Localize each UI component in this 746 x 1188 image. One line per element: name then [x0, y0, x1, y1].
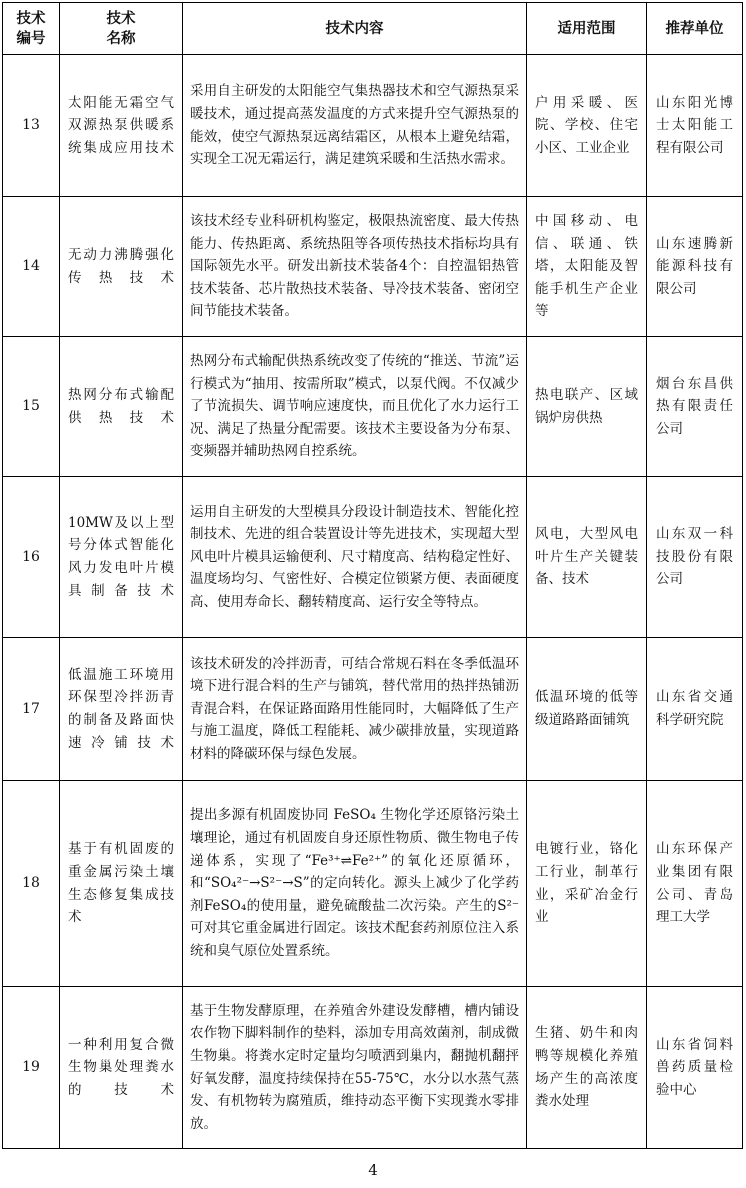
row-unit: 山东省交通科学研究院	[647, 638, 743, 781]
row-tech-content: 热网分布式输配供热系统改变了传统的“推送、节流”运行模式为“抽用、按需所取”模式，以泵代阀。不仅减少了节流损失、调节响应速度快，而且优化了水力运行工况、满足了热量分配需要。该技术主要设备为分布泵、变频器并辅助热网自控系统。	[183, 337, 527, 477]
header-tech-number: 技术 编号	[3, 3, 60, 55]
row-number: 15	[3, 337, 60, 477]
row-tech-name: 10MW及以上型号分体式智能化风力发电叶片模具制备技术	[60, 477, 183, 638]
row-tech-name: 低温施工环境用环保型冷拌沥青的制备及路面快速冷铺技术	[60, 638, 183, 781]
row-tech-content: 提出多源有机固废协同 FeSO₄ 生物化学还原铬污染土壤理论，通过有机固废自身还原性物质、微生物电子传递体系，实现了“Fe³⁺⇌Fe²⁺”的氧化还原循环，和“SO₄²⁻→S²⁻→S”的定向转化。源头上减少了化学药剂FeSO₄的使用量，避免硫酸盐二次污染。产生的S²⁻可对其它重金属进行固定。该技术配套药剂原位注入系统和臭气原位处置系统。	[183, 781, 527, 987]
table-row	[3, 337, 743, 477]
technology-table	[2, 2, 743, 1149]
table-row	[3, 477, 743, 638]
row-tech-content: 该技术研发的冷拌沥青，可结合常规石料在冬季低温环境下进行混合料的生产与铺筑，替代常用的热拌热铺沥青混合料，在保证路面路用性能同时，大幅降低了生产与施工温度，降低工程能耗、减少碳排放量，实现道路材料的降碳环保与绿色发展。	[183, 638, 527, 781]
row-tech-content: 运用自主研发的大型模具分段设计制造技术、智能化控制技术、先进的组合装置设计等先进技术，实现超大型风电叶片模具运输便利、尺寸精度高、结构稳定性好、温度场均匀、气密性好、合模定位锁紧方便、表面硬度高、使用寿命长、翻转精度高、运行安全等特点。	[183, 477, 527, 638]
row-scope: 热电联产、区域锅炉房供热	[527, 337, 647, 477]
row-number: 18	[3, 781, 60, 987]
table-row	[3, 197, 743, 337]
row-tech-name: 基于有机固废的重金属污染土壤生态修复集成技术	[60, 781, 183, 987]
row-tech-content: 基于生物发酵原理，在养殖舍外建设发酵槽，槽内铺设农作物下脚料制作的垫料，添加专用高效菌剂，制成微生物巢。将粪水定时定量均匀喷洒到巢内，翻抛机翻抨好氧发酵，温度持续保持在55-75℃，水分以水蒸气蒸发、有机物转为腐殖质，维持动态平衡下实现粪水零排放。	[183, 987, 527, 1149]
row-scope: 低温环境的低等级道路路面铺筑	[527, 638, 647, 781]
row-scope: 电镀行业，铬化工行业，制革行业，采矿冶金行业	[527, 781, 647, 987]
row-number: 19	[3, 987, 60, 1149]
row-unit: 山东省饲料兽药质量检验中心	[647, 987, 743, 1149]
header-recommending-unit: 推荐单位	[647, 3, 743, 55]
page-number: 4	[368, 1161, 378, 1179]
header-scope: 适用范围	[527, 3, 647, 55]
row-tech-name: 一种利用复合微生物巢处理粪水的技术	[60, 987, 183, 1149]
header-tech-name: 技术 名称	[60, 3, 183, 55]
table-row	[3, 987, 743, 1149]
row-tech-content: 采用自主研发的太阳能空气集热器技术和空气源热泵采暖技术，通过提高蒸发温度的方式来提升空气源热泵的能效，使空气源热泵远离结霜区，从根本上避免结霜，实现全工况无霜运行，满足建筑采暖和生活热水需求。	[183, 55, 527, 197]
row-unit: 山东速腾新能源科技有限公司	[647, 197, 743, 337]
row-scope: 中国移动、电信、联通、铁塔，太阳能及智能手机生产企业等	[527, 197, 647, 337]
row-unit: 烟台东昌供热有限责任公司	[647, 337, 743, 477]
row-tech-content: 该技术经专业科研机构鉴定，极限热流密度、最大传热能力、传热距离、系统热阻等各项传热技术指标均具有国际领先水平。研发出新技术装备4个：自控温铝热管技术装备、芯片散热技术装备、导冷技术装备、密闭空间节能技术装备。	[183, 197, 527, 337]
row-tech-name: 无动力沸腾强化传热技术	[60, 197, 183, 337]
row-tech-name: 热网分布式输配供热技术	[60, 337, 183, 477]
row-number: 16	[3, 477, 60, 638]
row-scope: 户用采暖、医院、学校、住宅小区、工业企业	[527, 55, 647, 197]
table-row	[3, 55, 743, 197]
row-unit: 山东双一科技股份有限公司	[647, 477, 743, 638]
row-scope: 生猪、奶牛和肉鸭等规模化养殖场产生的高浓度粪水处理	[527, 987, 647, 1149]
table-row	[3, 638, 743, 781]
row-unit: 山东阳光博士太阳能工程有限公司	[647, 55, 743, 197]
table-header-row	[3, 3, 743, 55]
header-tech-content: 技术内容	[183, 3, 527, 55]
row-number: 14	[3, 197, 60, 337]
row-scope: 风电，大型风电叶片生产关键装备、技术	[527, 477, 647, 638]
row-tech-name: 太阳能无霜空气双源热泵供暖系统集成应用技术	[60, 55, 183, 197]
row-number: 17	[3, 638, 60, 781]
row-number: 13	[3, 55, 60, 197]
row-unit: 山东环保产业集团有限公司、青岛理工大学	[647, 781, 743, 987]
table-row	[3, 781, 743, 987]
